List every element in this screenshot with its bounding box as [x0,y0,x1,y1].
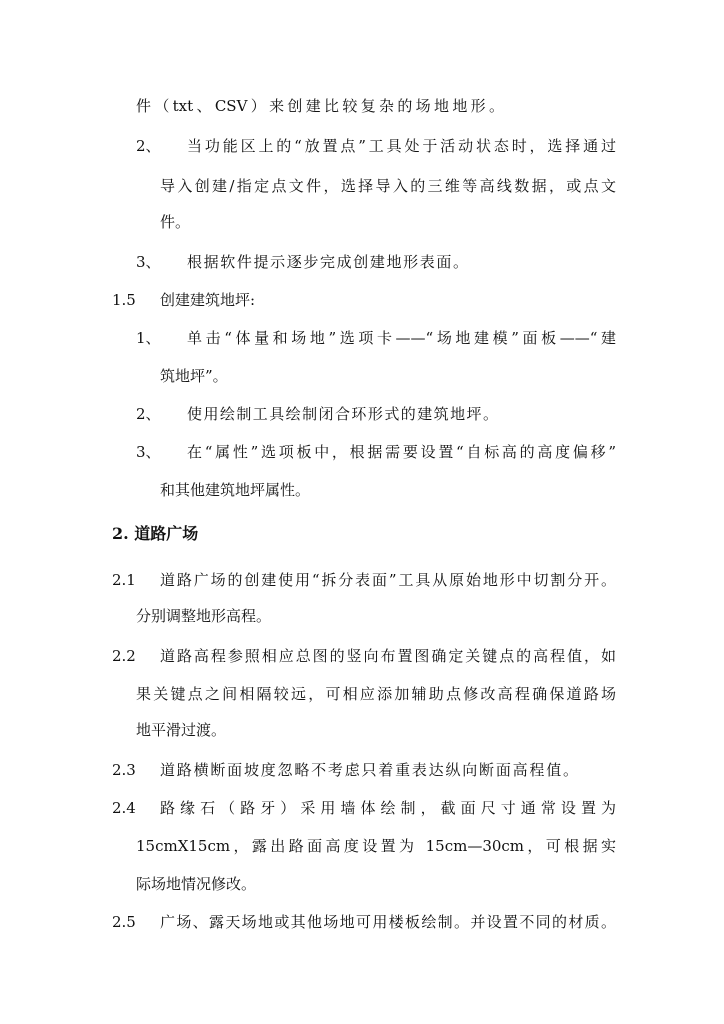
paragraph-line: 道路横断面坡度忽略不考虑只着重表达纵向断面高程值。 [160,761,578,779]
paragraph-line: 当功能区上的“放置点”工具处于活动状态时，选择通过 [187,137,616,155]
paragraph-line: 果关键点之间相隔较远，可相应添加辅助点修改高程确保道路场 [136,685,616,703]
paragraph-line: 广场、露天场地或其他场地可用楼板绘制。并设置不同的材质。 [160,913,616,931]
list-number: 3、 [136,253,161,271]
section-number: 2.1 [112,571,136,589]
paragraph-line: 道路广场的创建使用“拆分表面”工具从原始地形中切割分开。 [160,571,616,589]
list-number: 1、 [136,329,161,347]
paragraph-line: 15cmX15cm，露出路面高度设置为 15cm—30cm，可根据实 [136,837,616,855]
section-number: 2.2 [112,647,136,665]
paragraph-line: 道路高程参照相应总图的竖向布置图确定关键点的高程值，如 [160,647,616,665]
paragraph-line: 根据软件提示逐步完成创建地形表面。 [187,253,468,271]
paragraph-line: 单击“体量和场地”选项卡——“场地建模”面板——“建 [187,329,616,347]
paragraph-line: 际场地情况修改。 [136,875,257,893]
paragraph-line: 导入创建/指定点文件，选择导入的三维等高线数据，或点文 [160,177,616,195]
section-number: 2.4 [112,799,136,817]
paragraph-line: 在“属性”选项板中，根据需要设置“自标高的高度偏移” [187,443,616,461]
section-heading: 2. 道路广场 [112,524,199,543]
paragraph-line: 件。 [160,213,191,231]
section-number: 2.3 [112,761,136,779]
paragraph-line: 分别调整地形高程。 [136,607,272,625]
section-title: 创建建筑地坪: [160,291,256,309]
list-number: 3、 [136,443,161,461]
paragraph-line: 地平滑过渡。 [136,721,227,739]
list-number: 2、 [136,137,161,155]
section-number: 2.5 [112,913,136,931]
paragraph-line: 使用绘制工具绘制闭合环形式的建筑地坪。 [187,405,498,423]
paragraph-line: 和其他建筑地坪属性。 [160,481,311,499]
section-number: 1.5 [112,291,136,309]
paragraph-line: 件（txt、CSV）来创建比较复杂的场地地形。 [136,97,504,115]
paragraph-line: 筑地坪”。 [160,367,228,385]
paragraph-line: 路缘石（路牙）采用墙体绘制，截面尺寸通常设置为 [160,799,616,817]
list-number: 2、 [136,405,161,423]
